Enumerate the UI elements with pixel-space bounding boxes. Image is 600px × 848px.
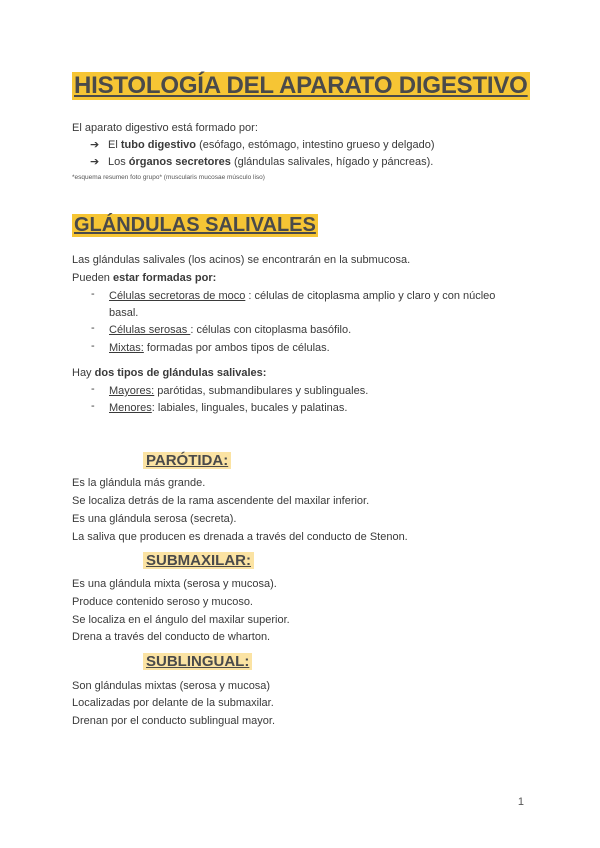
paragraph-line: La saliva que producen es drenada a través del conducto de Stenon. [72, 531, 408, 543]
paragraph: Las glándulas salivales (los acinos) se encontrarán en la submucosa. [72, 254, 411, 266]
arrow-icon: ➔ [90, 139, 100, 151]
subheading-sublingual: SUBLINGUAL: [143, 653, 252, 670]
subheading-submaxilar: SUBMAXILAR: [143, 552, 254, 569]
list-item: Mayores: parótidas, submandibulares y sublinguales. [109, 385, 369, 397]
paragraph-line: Es la glándula más grande. [72, 477, 206, 489]
page-title: HISTOLOGÍA DEL APARATO DIGESTIVO [74, 72, 528, 99]
paragraph-line: Es una glándula serosa (secreta). [72, 513, 237, 525]
intro-note: *esquema resumen foto grupo* (muscularis mucosae músculo liso) [72, 174, 265, 181]
paragraph-line: Se localiza detrás de la rama ascendente del maxilar inferior. [72, 495, 370, 507]
intro-lead: El aparato digestivo está formado por: [72, 122, 258, 134]
paragraph-line: Produce contenido seroso y mucoso. [72, 596, 253, 608]
list-item: Células serosas : células con citoplasma basófilo. [109, 324, 352, 336]
paragraph-line: Se localiza en el ángulo del maxilar superior. [72, 614, 290, 626]
dash-bullet: - [91, 340, 95, 352]
section-heading-glandulas: GLÁNDULAS SALIVALES [74, 214, 316, 236]
list-item-continuation: basal. [109, 307, 139, 319]
list-item: Células secretoras de moco : células de citoplasma amplio y claro y con núcleo [109, 290, 496, 302]
paragraph-line: Son glándulas mixtas (serosa y mucosa) [72, 680, 271, 692]
dash-bullet: - [91, 288, 95, 300]
paragraph: Hay dos tipos de glándulas salivales: [72, 367, 267, 379]
list-item: Menores: labiales, linguales, bucales y palatinas. [109, 402, 348, 414]
list-item: Mixtas: formadas por ambos tipos de células. [109, 342, 330, 354]
subheading-parotida: PARÓTIDA: [143, 452, 231, 469]
dash-bullet: - [91, 400, 95, 412]
intro-item: Los órganos secretores (glándulas salivales, hígado y páncreas). [108, 156, 434, 168]
paragraph-line: Drena a través del conducto de wharton. [72, 631, 271, 643]
dash-bullet: - [91, 383, 95, 395]
arrow-icon: ➔ [90, 156, 100, 168]
paragraph-line: Localizadas por delante de la submaxilar. [72, 697, 274, 709]
dash-bullet: - [91, 322, 95, 334]
intro-item: El tubo digestivo (esófago, estómago, intestino grueso y delgado) [108, 139, 435, 151]
paragraph-line: Es una glándula mixta (serosa y mucosa). [72, 578, 277, 590]
page-number: 1 [517, 796, 524, 808]
paragraph: Pueden estar formadas por: [72, 272, 217, 284]
paragraph-line: Drenan por el conducto sublingual mayor. [72, 715, 276, 727]
